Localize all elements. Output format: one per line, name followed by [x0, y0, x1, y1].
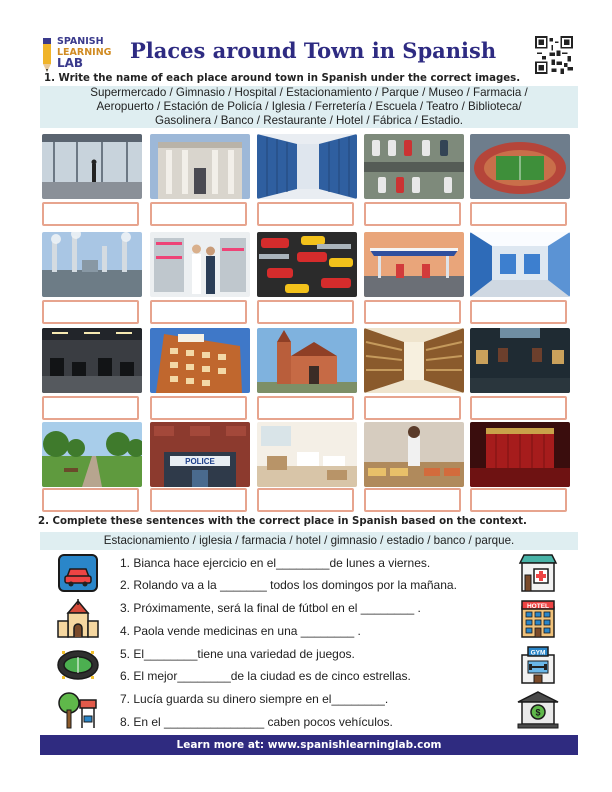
section1-heading: 1. Write the name of each place around town in Spanish under the correct images. — [44, 73, 521, 84]
gym-icon — [516, 645, 560, 685]
svg-text:POLICE: POLICE — [185, 457, 215, 466]
section2-heading: 2. Complete these sentences with the correct place in Spanish based on the context. — [38, 516, 527, 527]
logo-text-spanish: SPANISH — [57, 36, 104, 47]
image-airport — [42, 134, 142, 199]
answer-box[interactable] — [470, 300, 567, 324]
svg-text:$: $ — [535, 707, 541, 718]
stadium-icon — [56, 645, 100, 685]
image-pharmacy — [150, 232, 250, 297]
sentence-6: 6. El mejor________de la ciudad es de cinco estrellas. — [120, 669, 411, 683]
word-bank-line: Gasolinera / Banco / Restaurante / Hotel / Fábrica / Estadio. — [154, 114, 464, 127]
answer-box[interactable] — [364, 202, 461, 226]
answer-box[interactable] — [257, 202, 354, 226]
hotel-icon-label: HOTEL — [526, 603, 550, 610]
sentence-4: 4. Paola vende medicinas en una ________ . — [120, 624, 361, 638]
answer-box[interactable] — [42, 202, 139, 226]
image-hardware-tools — [257, 232, 357, 297]
image-hotel — [150, 328, 250, 393]
sentence-2: 2. Rolando va a la _______ todos los domingos por la mañana. — [120, 578, 457, 592]
parking-car-icon — [56, 553, 100, 593]
image-police-station — [150, 422, 250, 487]
footer-link[interactable]: Learn more at: www.spanishlearninglab.com — [176, 739, 442, 751]
answer-box[interactable] — [42, 396, 139, 420]
answer-box[interactable] — [364, 300, 461, 324]
church-icon — [56, 599, 100, 639]
answer-box[interactable] — [257, 300, 354, 324]
logo-text-learning: LEARNING — [57, 47, 112, 58]
word-bank-2 — [40, 532, 578, 550]
answer-box[interactable] — [150, 488, 247, 512]
answer-box[interactable] — [257, 488, 354, 512]
logo — [40, 36, 124, 74]
image-stadium — [470, 134, 570, 199]
answer-box[interactable] — [150, 396, 247, 420]
answer-box[interactable] — [470, 488, 567, 512]
image-gym — [42, 328, 142, 393]
image-museum-gallery — [470, 328, 570, 393]
answer-box[interactable] — [257, 396, 354, 420]
word-bank-line: Supermercado / Gimnasio / Hospital / Estacionamiento / Parque / Museo / Farmacia / — [90, 86, 528, 99]
answer-box[interactable] — [150, 202, 247, 226]
park-icon — [56, 690, 100, 730]
word-bank-1 — [40, 86, 578, 128]
sentence-8: 8. En el _______________ caben pocos vehículos. — [120, 715, 393, 729]
sentence-3: 3. Próximamente, será la final de fútbol en el ________ . — [120, 601, 421, 615]
sentence-1: 1. Bianca hace ejercicio en el________de lunes a viernes. — [120, 556, 431, 570]
image-hospital — [470, 232, 570, 297]
sentence-7: 7. Lucía guarda su dinero siempre en el________. — [120, 692, 389, 706]
image-supermarket — [364, 422, 464, 487]
qr-code[interactable] — [535, 36, 573, 74]
image-gas-station — [364, 232, 464, 297]
word-bank-text: Estacionamiento / iglesia / farmacia / hotel / gimnasio / estadio / banco / parque. — [103, 534, 515, 547]
answer-box[interactable] — [150, 300, 247, 324]
image-park — [42, 422, 142, 487]
logo-text-lab: LAB — [57, 56, 84, 70]
answer-box[interactable] — [364, 396, 461, 420]
footer-bar — [40, 735, 578, 755]
sentence-5: 5. El________tiene una variedad de juegos. — [120, 647, 355, 661]
page-title: Places around Town in Spanish — [130, 38, 497, 63]
answer-box[interactable] — [42, 488, 139, 512]
image-theater — [470, 422, 570, 487]
pencil-icon — [40, 38, 54, 72]
answer-box[interactable] — [364, 488, 461, 512]
image-restaurant — [257, 422, 357, 487]
pharmacy-icon — [516, 553, 560, 593]
image-factory — [42, 232, 142, 297]
gym-icon-label: GYM — [530, 649, 546, 657]
image-church — [257, 328, 357, 393]
hotel-icon — [516, 599, 560, 639]
answer-box[interactable] — [470, 202, 567, 226]
word-bank-line: Aeropuerto / Estación de Policía / Iglesia / Ferretería / Escuela / Teatro / Biblioteca/ — [96, 100, 522, 113]
image-library — [364, 328, 464, 393]
answer-box[interactable] — [470, 396, 567, 420]
image-school-lockers — [257, 134, 357, 199]
bank-icon — [516, 690, 560, 730]
image-museum — [150, 134, 250, 199]
image-parking-lot — [364, 134, 464, 199]
answer-box[interactable] — [42, 300, 139, 324]
